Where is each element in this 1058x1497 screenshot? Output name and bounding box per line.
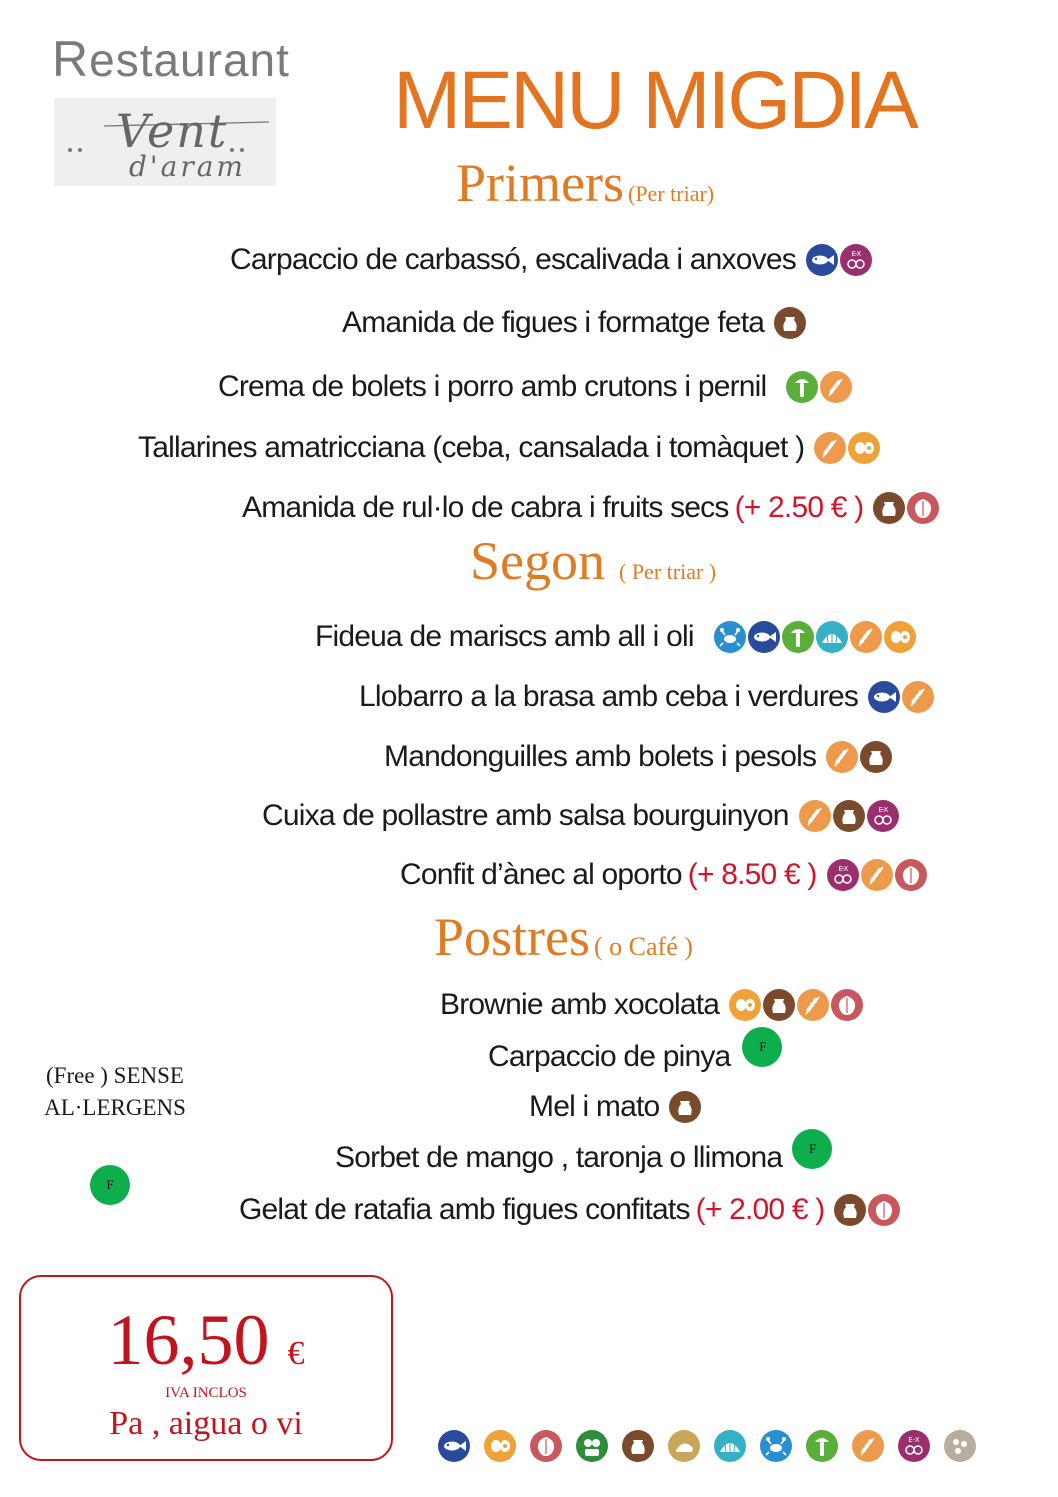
- free-note-line2: AL·LERGENS: [44, 1095, 186, 1120]
- free-note-line1: (Free ) SENSE: [46, 1063, 184, 1088]
- sesame-allergen-icon: [668, 1430, 700, 1462]
- dish-row: [342, 303, 806, 343]
- molluscs-allergen-icon: [714, 1430, 746, 1462]
- allergen-icons: [832, 1194, 900, 1226]
- dish-name: Crema de bolets i porro amb crutons i pernil: [218, 370, 767, 403]
- dish-name: Brownie amb xocolata: [440, 988, 720, 1021]
- milk-allergen-icon: [774, 307, 806, 339]
- lupin-allergen-icon: [944, 1430, 976, 1462]
- free-badge-icon: F: [90, 1165, 130, 1205]
- milk-allergen-icon: [833, 800, 865, 832]
- crustaceans-allergen-icon: [760, 1430, 792, 1462]
- allergen-icons: [866, 681, 934, 713]
- gluten-allergen-icon: [852, 1430, 884, 1462]
- dish-name: Cuixa de pollastre amb salsa bourguinyon: [262, 799, 789, 832]
- dish-name: Mel i mato: [529, 1090, 660, 1123]
- section-title-postres: Postres ( o Café ): [434, 907, 693, 967]
- allergen-icons: [825, 859, 927, 891]
- fish-allergen-icon: [868, 681, 900, 713]
- price-box: [19, 1275, 393, 1461]
- dish-row: [138, 428, 880, 468]
- dish-row: [359, 677, 934, 717]
- section-subtitle-segon: ( Per triar ): [619, 559, 717, 584]
- dish-name: Carpaccio de pinya: [488, 1040, 731, 1073]
- dish-row: [335, 1138, 832, 1178]
- svg-text:E-X: E-X: [878, 806, 888, 814]
- sulphites-allergen-icon: [898, 1430, 930, 1462]
- nuts-allergen-icon: [868, 1194, 900, 1226]
- gluten-allergen-icon: [814, 432, 846, 464]
- fish-allergen-icon: [748, 621, 780, 653]
- allergen-icons: [797, 800, 899, 832]
- milk-allergen-icon: [860, 741, 892, 773]
- egg-allergen-icon: [884, 621, 916, 653]
- milk-allergen-icon: [622, 1430, 654, 1462]
- dish-supplement: (+ 2.50 € ): [734, 491, 864, 524]
- celery-allergen-icon: [786, 371, 818, 403]
- egg-allergen-icon: [484, 1430, 516, 1462]
- price-value: 16,50 €: [107, 1300, 305, 1380]
- nuts-allergen-icon: [907, 492, 939, 524]
- section-subtitle-primers: (Per triar): [628, 181, 715, 206]
- fish-allergen-icon: [806, 244, 838, 276]
- price-currency: €: [287, 1335, 305, 1372]
- gluten-allergen-icon: [799, 800, 831, 832]
- dish-name: Carpaccio de carbassó, escalivada i anxoves: [230, 243, 796, 276]
- allergen-icons: [871, 492, 939, 524]
- section-title-primers: Primers (Per triar): [456, 153, 715, 213]
- egg-allergen-icon: [848, 432, 880, 464]
- egg-allergen-icon: [729, 989, 761, 1021]
- dish-row: [242, 488, 939, 528]
- svg-text:E-X: E-X: [908, 1436, 920, 1444]
- dish-name: Llobarro a la brasa amb ceba i verdures: [359, 680, 859, 713]
- celery-allergen-icon: [806, 1430, 838, 1462]
- molluscs-allergen-icon: [816, 621, 848, 653]
- mustard-allergen-icon: [576, 1430, 608, 1462]
- allergen-icons: [784, 371, 852, 403]
- milk-allergen-icon: [763, 989, 795, 1021]
- gluten-allergen-icon: [861, 859, 893, 891]
- dish-name: Gelat de ratafia amb figues confitats: [239, 1193, 690, 1226]
- dish-row: [239, 1190, 900, 1230]
- gluten-allergen-icon: [850, 621, 882, 653]
- gluten-allergen-icon: [797, 989, 829, 1021]
- gluten-allergen-icon: [826, 741, 858, 773]
- allergen-icons: [727, 989, 863, 1021]
- free-badge-icon: F: [792, 1129, 832, 1169]
- allergen-icons: [824, 741, 892, 773]
- dish-row: [384, 737, 892, 777]
- dish-row: [262, 796, 899, 836]
- nuts-allergen-icon: [831, 989, 863, 1021]
- logo-word-daram: d'aram: [129, 150, 246, 183]
- allergen-icons: [804, 244, 872, 276]
- logo-word-vent: Vent: [116, 104, 229, 158]
- gluten-allergen-icon: [902, 681, 934, 713]
- dish-name: Sorbet de mango , taronja o llimona: [335, 1141, 783, 1174]
- price-includes: Pa , aigua o vi: [109, 1405, 303, 1442]
- svg-text:E-X: E-X: [838, 865, 848, 873]
- dish-row: [315, 617, 916, 657]
- dish-name: Confit d’ànec al oporto: [400, 858, 682, 891]
- restaurant-logo: [54, 98, 276, 186]
- svg-text:E-X: E-X: [851, 250, 861, 258]
- sulphites-allergen-icon: [827, 859, 859, 891]
- dish-row: [218, 367, 852, 407]
- dish-name: Mandonguilles amb bolets i pesols: [384, 740, 817, 773]
- free-badge-icon: F: [742, 1027, 782, 1067]
- sulphites-allergen-icon: [840, 244, 872, 276]
- allergen-icons: [792, 1129, 832, 1169]
- price-vat-note: IVA INCLOS: [165, 1385, 247, 1401]
- allergen-free-note: [30, 1060, 200, 1124]
- allergen-icons: [667, 1091, 701, 1123]
- celery-allergen-icon: [782, 621, 814, 653]
- allergen-icons: [772, 307, 806, 339]
- fish-allergen-icon: [438, 1430, 470, 1462]
- menu-title: MENU MIGDIA: [393, 55, 916, 146]
- allergen-legend: [438, 1430, 976, 1462]
- section-subtitle-postres: ( o Café ): [594, 932, 693, 961]
- milk-allergen-icon: [669, 1091, 701, 1123]
- crustaceans-allergen-icon: [714, 621, 746, 653]
- sulphites-allergen-icon: [867, 800, 899, 832]
- allergen-icons: [812, 432, 880, 464]
- milk-allergen-icon: [873, 492, 905, 524]
- dish-row: [488, 1037, 782, 1077]
- dish-supplement: (+ 2.00 € ): [695, 1193, 825, 1226]
- gluten-allergen-icon: [820, 371, 852, 403]
- dish-row: [400, 855, 927, 895]
- dish-row: [440, 985, 863, 1025]
- milk-allergen-icon: [834, 1194, 866, 1226]
- dish-supplement: (+ 8.50 € ): [687, 858, 817, 891]
- dish-name: Amanida de rul·lo de cabra i fruits secs: [242, 491, 729, 524]
- dish-name: Amanida de figues i formatge feta: [342, 306, 765, 339]
- dish-name: Tallarines amatricciana (ceba, cansalada i tomàquet ): [138, 431, 805, 464]
- allergen-icons: [742, 1027, 782, 1067]
- dish-row: [230, 240, 872, 280]
- nuts-allergen-icon: [530, 1430, 562, 1462]
- restaurant-label: Restaurant: [52, 31, 290, 87]
- section-title-segon: Segon ( Per triar ): [470, 531, 717, 591]
- nuts-allergen-icon: [895, 859, 927, 891]
- allergen-icons: [712, 621, 916, 653]
- dish-name: Fideua de mariscs amb all i oli: [315, 620, 694, 653]
- dish-row: [529, 1087, 701, 1127]
